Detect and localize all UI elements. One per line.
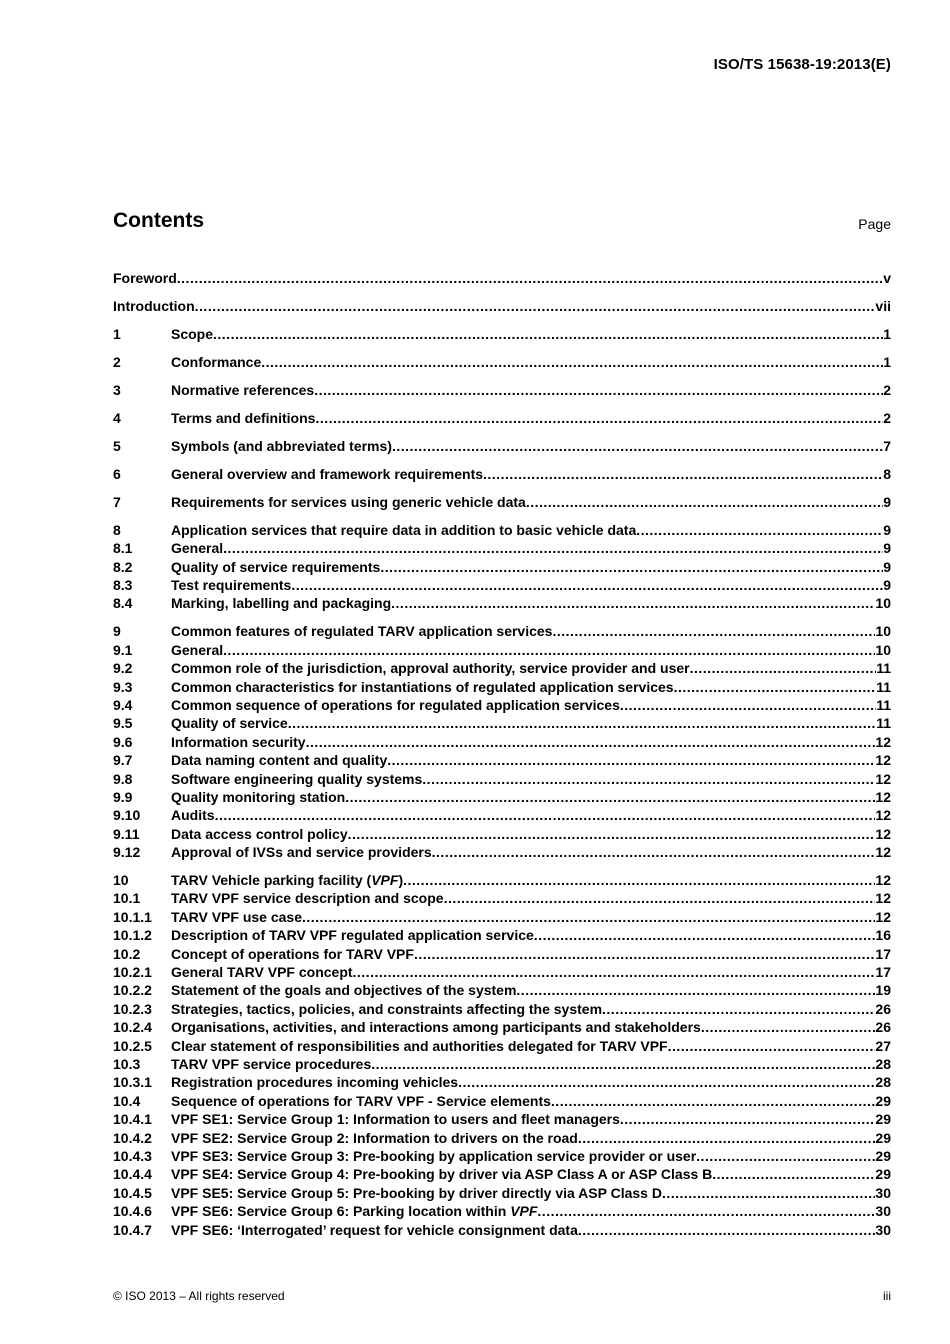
toc-entry-number: 10.4.3 [113, 1147, 152, 1164]
toc-dot-leader [306, 733, 876, 751]
toc-entry-title [171, 558, 380, 576]
toc-entry-number: 10.2.3 [113, 1000, 152, 1017]
toc-dot-leader [662, 1184, 875, 1202]
toc-entry-page: 1 [883, 325, 891, 342]
toc-entry-page: 10 [875, 595, 891, 612]
toc-entry-page: 29 [875, 1092, 891, 1109]
toc-entry-page: 17 [875, 964, 891, 981]
toc-entry-title [171, 1184, 662, 1202]
toc-dot-leader [391, 594, 875, 612]
toc-dot-leader [516, 981, 875, 999]
toc-entry-page: 11 [876, 696, 891, 713]
toc-entry[interactable] [113, 1055, 891, 1073]
toc-entry-title [171, 1110, 620, 1128]
toc-entry-title [171, 353, 261, 371]
toc-entry-page: 12 [875, 825, 891, 842]
toc-dot-leader [578, 1221, 876, 1239]
toc-entry-title [171, 733, 306, 751]
toc-entry-title [171, 594, 391, 612]
toc-entry-title [171, 1018, 701, 1036]
toc-entry[interactable] [113, 871, 891, 889]
toc-entry-number: 10.1.2 [113, 927, 152, 944]
toc-entry[interactable] [113, 678, 891, 696]
toc-entry-title-text: Data naming content and quality [171, 752, 388, 769]
toc-entry-title [171, 465, 483, 483]
toc-entry[interactable] [113, 521, 891, 539]
toc-dot-leader [668, 1037, 876, 1055]
toc-dot-leader [620, 696, 876, 714]
toc-entry-number: 5 [113, 437, 121, 454]
toc-entry[interactable] [113, 409, 891, 427]
toc-entry-number: 9.11 [113, 825, 140, 842]
toc-entry[interactable] [113, 1110, 891, 1128]
toc-entry[interactable] [113, 889, 891, 907]
toc-entry-title-text: Data access control policy [171, 825, 348, 842]
toc-entry-page: 11 [876, 678, 891, 695]
toc-entry-page: 29 [875, 1129, 891, 1146]
toc-entry-title [171, 622, 552, 640]
toc-dot-leader [690, 659, 877, 677]
toc-entry-number: 9.2 [113, 660, 133, 677]
toc-entry-page: 1 [883, 353, 891, 370]
toc-entry[interactable] [113, 1037, 891, 1055]
toc-entry-title [171, 381, 314, 399]
toc-entry[interactable] [113, 539, 891, 557]
toc-dot-leader [620, 1110, 876, 1128]
toc-entry-number: 8 [113, 521, 121, 538]
toc-dot-leader [537, 1202, 875, 1220]
toc-dot-leader [602, 1000, 875, 1018]
toc-entry-page: 9 [883, 540, 891, 557]
toc-entry-title-text: Organisations, activities, and interactions among participants and stakeholders [171, 1019, 701, 1036]
toc-entry-number: 7 [113, 493, 121, 510]
toc-entry-title [171, 751, 387, 769]
toc-entry-title-text: Common characteristics for instantiations of regulated application services [171, 678, 674, 695]
toc-entry[interactable] [113, 659, 891, 677]
toc-entry-title-text: Audits [171, 807, 215, 824]
toc-entry-page: 12 [875, 844, 891, 861]
toc-entry-title-text: VPF SE6: ‘Interrogated’ request for vehicle consignment data [171, 1221, 578, 1238]
toc-entry-title-text: Registration procedures incoming vehicles [171, 1074, 459, 1091]
toc-entry-page: 9 [883, 521, 891, 538]
toc-entry-title [171, 409, 315, 427]
toc-dot-leader [387, 751, 875, 769]
toc-entry-title-text: VPF SE6: Service Group 6: Parking location within [171, 1203, 511, 1220]
toc-entry-title-text: Quality monitoring station [171, 788, 346, 805]
toc-entry[interactable] [113, 963, 891, 981]
toc-dot-leader [696, 1147, 875, 1165]
toc-entry-title-text: VPF SE5: Service Group 5: Pre-booking by driver directly via ASP Class D [171, 1184, 662, 1201]
toc-dot-leader [458, 1073, 875, 1091]
toc-entry-number: 10.2 [113, 945, 141, 962]
toc-entry[interactable] [113, 1129, 891, 1147]
toc-entry-page: 27 [875, 1037, 891, 1054]
toc-entry-title [171, 1073, 458, 1091]
toc-entry-title-text: TARV Vehicle parking facility ( [171, 872, 372, 889]
toc-entry-page: 30 [875, 1203, 891, 1220]
toc-entry-page: 2 [883, 381, 891, 398]
toc-entry-title-text: General overview and framework requirements [171, 465, 484, 482]
toc-entry-page: 12 [875, 752, 891, 769]
toc-entry-title-text: Normative references [171, 381, 315, 398]
toc-entry-page: 29 [875, 1147, 891, 1164]
toc-entry-number: 10.2.2 [113, 982, 152, 999]
toc-entry-number: 9.5 [113, 715, 133, 732]
toc-entry-number: 10.3 [113, 1055, 141, 1072]
toc-entry[interactable] [113, 926, 891, 944]
toc-entry-number: 10.2.4 [113, 1019, 152, 1036]
toc-entry[interactable] [113, 843, 891, 861]
toc-entry-title [171, 714, 288, 732]
toc-entry-title-text: Introduction [113, 297, 195, 314]
toc-entry[interactable] [113, 751, 891, 769]
toc-entry-title [171, 521, 636, 539]
toc-entry-page: 28 [875, 1055, 891, 1072]
toc-dot-leader [213, 325, 883, 343]
toc-entry-number: 10.4.7 [113, 1221, 152, 1238]
toc-entry[interactable] [113, 1184, 891, 1202]
toc-dot-leader [380, 558, 883, 576]
toc-entry-title [171, 1037, 668, 1055]
toc-entry-title [171, 945, 414, 963]
toc-entry-title-text: Conformance [171, 353, 262, 370]
toc-entry-title-text: Common role of the jurisdiction, approval authority, service provider and user [171, 660, 690, 677]
toc-entry-title [171, 1000, 602, 1018]
toc-dot-leader [712, 1165, 875, 1183]
toc-dot-leader [674, 678, 877, 696]
toc-entry-title-text: TARV VPF service procedures [171, 1055, 372, 1072]
toc-entry-title [171, 825, 348, 843]
toc-entry-page: 2 [883, 409, 891, 426]
page-column-label: Page [858, 216, 891, 232]
toc-entry[interactable] [113, 269, 891, 287]
toc-entry-title-text: Application services that require data in addition to basic vehicle data [171, 521, 637, 538]
toc-entry-page: 12 [875, 872, 891, 889]
toc-entry-title [171, 678, 674, 696]
toc-entry[interactable] [113, 297, 891, 315]
toc-dot-leader [288, 714, 876, 732]
toc-entry-title-text: VPF SE2: Service Group 2: Information to drivers on the road [171, 1129, 578, 1146]
toc-entry[interactable] [113, 945, 891, 963]
toc-entry-title-text: General [171, 540, 224, 557]
toc-entry[interactable] [113, 1202, 891, 1220]
toc-entry-title [171, 908, 302, 926]
toc-entry-page: 12 [875, 733, 891, 750]
toc-entry-page: 12 [875, 807, 891, 824]
toc-entry-number: 10.4.5 [113, 1184, 152, 1201]
toc-entry-title-text: Quality of service requirements [171, 558, 381, 575]
toc-entry-title-text: Scope [171, 325, 214, 342]
toc-entry-title [171, 641, 223, 659]
toc-entry-page: 9 [883, 577, 891, 594]
toc-entry[interactable] [113, 1018, 891, 1036]
toc-entry[interactable] [113, 696, 891, 714]
toc-entry-number: 10.1.1 [113, 908, 152, 925]
toc-entry-title [113, 269, 177, 287]
toc-entry-title [171, 981, 516, 999]
toc-entry-title-text: TARV VPF service description and scope [171, 890, 444, 907]
toc-entry-title [171, 926, 534, 944]
toc-entry-title [171, 770, 422, 788]
toc-dot-leader [414, 945, 875, 963]
toc-entry[interactable] [113, 825, 891, 843]
toc-entry-title [171, 696, 620, 714]
toc-entry-number: 8.4 [113, 595, 133, 612]
toc-entry-number: 8.2 [113, 558, 133, 575]
toc-entry-number: 9.1 [113, 641, 133, 658]
toc-entry-page: 26 [875, 1000, 891, 1017]
toc-entry-title [171, 963, 353, 981]
toc-entry-title [171, 871, 403, 889]
toc-entry[interactable] [113, 465, 891, 483]
toc-entry[interactable] [113, 622, 891, 640]
toc-entry-title [171, 1165, 712, 1183]
toc-entry-title [171, 493, 526, 511]
toc-entry-number: 9.8 [113, 770, 133, 787]
toc-dot-leader [483, 465, 883, 483]
toc-entry-title-italic: VPF [371, 872, 399, 889]
toc-entry-title-text: Sequence of operations for TARV VPF - Service elements [171, 1092, 551, 1109]
toc-entry-page: vii [875, 297, 891, 314]
toc-entry-title-text: VPF SE1: Service Group 1: Information to users and fleet managers [171, 1111, 620, 1128]
toc-dot-leader [636, 521, 883, 539]
toc-entry-title [171, 1055, 371, 1073]
toc-entry-title-italic: VPF [510, 1203, 538, 1220]
toc-dot-leader [432, 843, 876, 861]
toc-entry[interactable] [113, 558, 891, 576]
toc-entry[interactable] [113, 325, 891, 343]
toc-entry[interactable] [113, 733, 891, 751]
toc-dot-leader [371, 1055, 875, 1073]
footer-copyright: © ISO 2013 – All rights reserved [113, 1289, 285, 1303]
toc-entry-title [171, 576, 291, 594]
toc-entry-title [171, 539, 223, 557]
toc-entry[interactable] [113, 1092, 891, 1110]
toc-entry-title-text: Marking, labelling and packaging [171, 595, 392, 612]
toc-entry-page: 30 [875, 1221, 891, 1238]
toc-entry-page: v [883, 270, 891, 286]
toc-entry-title-text: Foreword [113, 270, 177, 286]
toc-entry-number: 9.9 [113, 788, 133, 805]
toc-entry-number: 2 [113, 353, 121, 370]
toc-dot-leader [578, 1129, 876, 1147]
toc-dot-leader [215, 806, 876, 824]
footer-page-number: iii [883, 1289, 891, 1303]
toc-entry-title-text: Common sequence of operations for regulated application services [171, 696, 620, 713]
toc-entry-title-text: Clear statement of responsibilities and authorities delegated for TARV VPF [171, 1037, 668, 1054]
toc-entry[interactable] [113, 381, 891, 399]
toc-entry-page: 29 [875, 1166, 891, 1183]
toc-entry-title [171, 806, 215, 824]
toc-entry-title [113, 297, 195, 315]
toc-entry[interactable] [113, 1000, 891, 1018]
toc-entry-number: 10.4.6 [113, 1203, 152, 1220]
toc-entry-number: 1 [113, 325, 121, 342]
toc-entry-title-text: Requirements for services using generic vehicle data [171, 493, 526, 510]
toc-entry-page: 26 [875, 1019, 891, 1036]
toc-entry[interactable] [113, 770, 891, 788]
toc-dot-leader [345, 788, 875, 806]
toc-entry-number: 9 [113, 623, 121, 640]
toc-entry[interactable] [113, 353, 891, 371]
toc-entry-title-text: Concept of operations for TARV VPF [171, 945, 414, 962]
toc-entry-number: 9.4 [113, 696, 133, 713]
toc-entry-title [171, 1202, 537, 1220]
toc-entry-number: 9.10 [113, 807, 141, 824]
toc-entry-number: 4 [113, 409, 121, 426]
toc-entry-number: 9.6 [113, 733, 133, 750]
toc-entry-number: 9.3 [113, 678, 133, 695]
toc-dot-leader [422, 770, 875, 788]
toc-entry-page: 9 [883, 493, 891, 510]
toc-entry-number: 9.7 [113, 752, 133, 769]
contents-heading: Contents [113, 209, 204, 232]
toc-entry-page: 12 [875, 908, 891, 925]
toc-dot-leader [223, 641, 875, 659]
toc-entry-title-text: VPF SE4: Service Group 4: Pre-booking by driver via ASP Class A or ASP Class B [171, 1166, 713, 1183]
toc-entry-page: 17 [875, 945, 891, 962]
toc-entry-title-text: TARV VPF use case [171, 908, 302, 925]
toc-entry-title-text: Common features of regulated TARV application services [171, 623, 553, 640]
toc-entry-number: 8.3 [113, 577, 133, 594]
toc-entry-number: 10.4 [113, 1092, 141, 1109]
toc-entry-title-text: Symbols (and abbreviated terms) [171, 437, 392, 454]
toc-entry-title [171, 843, 432, 861]
toc-entry[interactable] [113, 594, 891, 612]
table-of-contents [113, 269, 891, 1239]
toc-entry-number: 10 [113, 872, 129, 889]
toc-entry-number: 9.12 [113, 844, 141, 861]
toc-entry-number: 6 [113, 465, 121, 482]
toc-entry-title [171, 1092, 551, 1110]
toc-entry-number: 10.3.1 [113, 1074, 152, 1091]
toc-entry[interactable] [113, 1165, 891, 1183]
toc-entry-page: 10 [875, 641, 891, 658]
toc-entry-title [171, 325, 213, 343]
toc-dot-leader [302, 908, 875, 926]
toc-entry-number: 10.1 [113, 890, 141, 907]
toc-entry-title [171, 1221, 578, 1239]
toc-entry-title-text: Strategies, tactics, policies, and constraints affecting the system [171, 1000, 603, 1017]
toc-entry-page: 12 [875, 890, 891, 907]
toc-entry-title-text: Test requirements [171, 577, 292, 594]
toc-entry-title [171, 437, 392, 455]
toc-entry-page: 7 [883, 437, 891, 454]
toc-entry-title-text: Software engineering quality systems [171, 770, 423, 787]
toc-entry[interactable] [113, 1073, 891, 1091]
toc-entry-title [171, 659, 690, 677]
toc-entry-title [171, 889, 444, 907]
toc-entry[interactable] [113, 493, 891, 511]
toc-entry-page: 8 [883, 465, 891, 482]
toc-dot-leader [534, 926, 876, 944]
toc-entry-title-text: Information security [171, 733, 306, 750]
toc-entry-number: 8.1 [113, 540, 133, 557]
toc-entry-page: 16 [875, 927, 891, 944]
toc-entry[interactable] [113, 908, 891, 926]
toc-dot-leader [551, 1092, 876, 1110]
toc-dot-leader [223, 539, 883, 557]
toc-entry-title-text: Description of TARV VPF regulated application service [171, 927, 534, 944]
document-id: ISO/TS 15638-19:2013(E) [713, 56, 891, 73]
toc-entry[interactable] [113, 806, 891, 824]
toc-entry-title-text: General [171, 641, 224, 658]
toc-entry[interactable] [113, 641, 891, 659]
toc-entry-page: 10 [875, 623, 891, 640]
toc-dot-leader [315, 409, 883, 427]
toc-dot-leader [261, 353, 883, 371]
toc-dot-leader [552, 622, 875, 640]
toc-entry-title [171, 788, 345, 806]
toc-entry-title-suffix: ) [398, 872, 404, 889]
toc-entry-number: 10.2.1 [113, 964, 152, 981]
toc-entry-number: 10.4.2 [113, 1129, 152, 1146]
toc-dot-leader [195, 297, 876, 315]
toc-dot-leader [314, 381, 883, 399]
toc-entry-title [171, 1129, 578, 1147]
toc-entry-page: 30 [875, 1184, 891, 1201]
toc-entry-number: 10.4.1 [113, 1111, 152, 1128]
toc-entry-page: 28 [875, 1074, 891, 1091]
toc-entry-number: 10.4.4 [113, 1166, 152, 1183]
toc-entry[interactable] [113, 1221, 891, 1239]
toc-entry-title-text: Quality of service [171, 715, 288, 732]
toc-entry-number: 3 [113, 381, 121, 398]
toc-entry[interactable] [113, 714, 891, 732]
toc-entry-page: 29 [875, 1111, 891, 1128]
toc-dot-leader [392, 437, 883, 455]
toc-entry-page: 12 [875, 788, 891, 805]
toc-entry-page: 12 [875, 770, 891, 787]
toc-entry-page: 11 [876, 660, 891, 677]
toc-entry-title-text: Terms and definitions [171, 409, 316, 426]
toc-entry-page: 9 [883, 558, 891, 575]
toc-entry[interactable] [113, 437, 891, 455]
toc-dot-leader [353, 963, 876, 981]
toc-entry-page: 19 [875, 982, 891, 999]
toc-dot-leader [291, 576, 883, 594]
toc-entry[interactable] [113, 788, 891, 806]
toc-entry-title [171, 1147, 696, 1165]
toc-entry-number: 10.2.5 [113, 1037, 152, 1054]
toc-dot-leader [526, 493, 883, 511]
toc-entry-title-text: Statement of the goals and objectives of the system [171, 982, 517, 999]
toc-entry-page: 11 [876, 715, 891, 732]
toc-entry[interactable] [113, 981, 891, 999]
toc-dot-leader [348, 825, 876, 843]
toc-entry[interactable] [113, 576, 891, 594]
toc-entry-title-text: General TARV VPF concept [171, 964, 353, 981]
toc-dot-leader [444, 889, 876, 907]
toc-entry[interactable] [113, 1147, 891, 1165]
toc-dot-leader [177, 269, 883, 287]
toc-entry-title-text: Approval of IVSs and service providers [171, 844, 432, 861]
toc-dot-leader [403, 871, 875, 889]
toc-dot-leader [701, 1018, 876, 1036]
toc-entry-title-text: VPF SE3: Service Group 3: Pre-booking by application service provider or user [171, 1147, 697, 1164]
